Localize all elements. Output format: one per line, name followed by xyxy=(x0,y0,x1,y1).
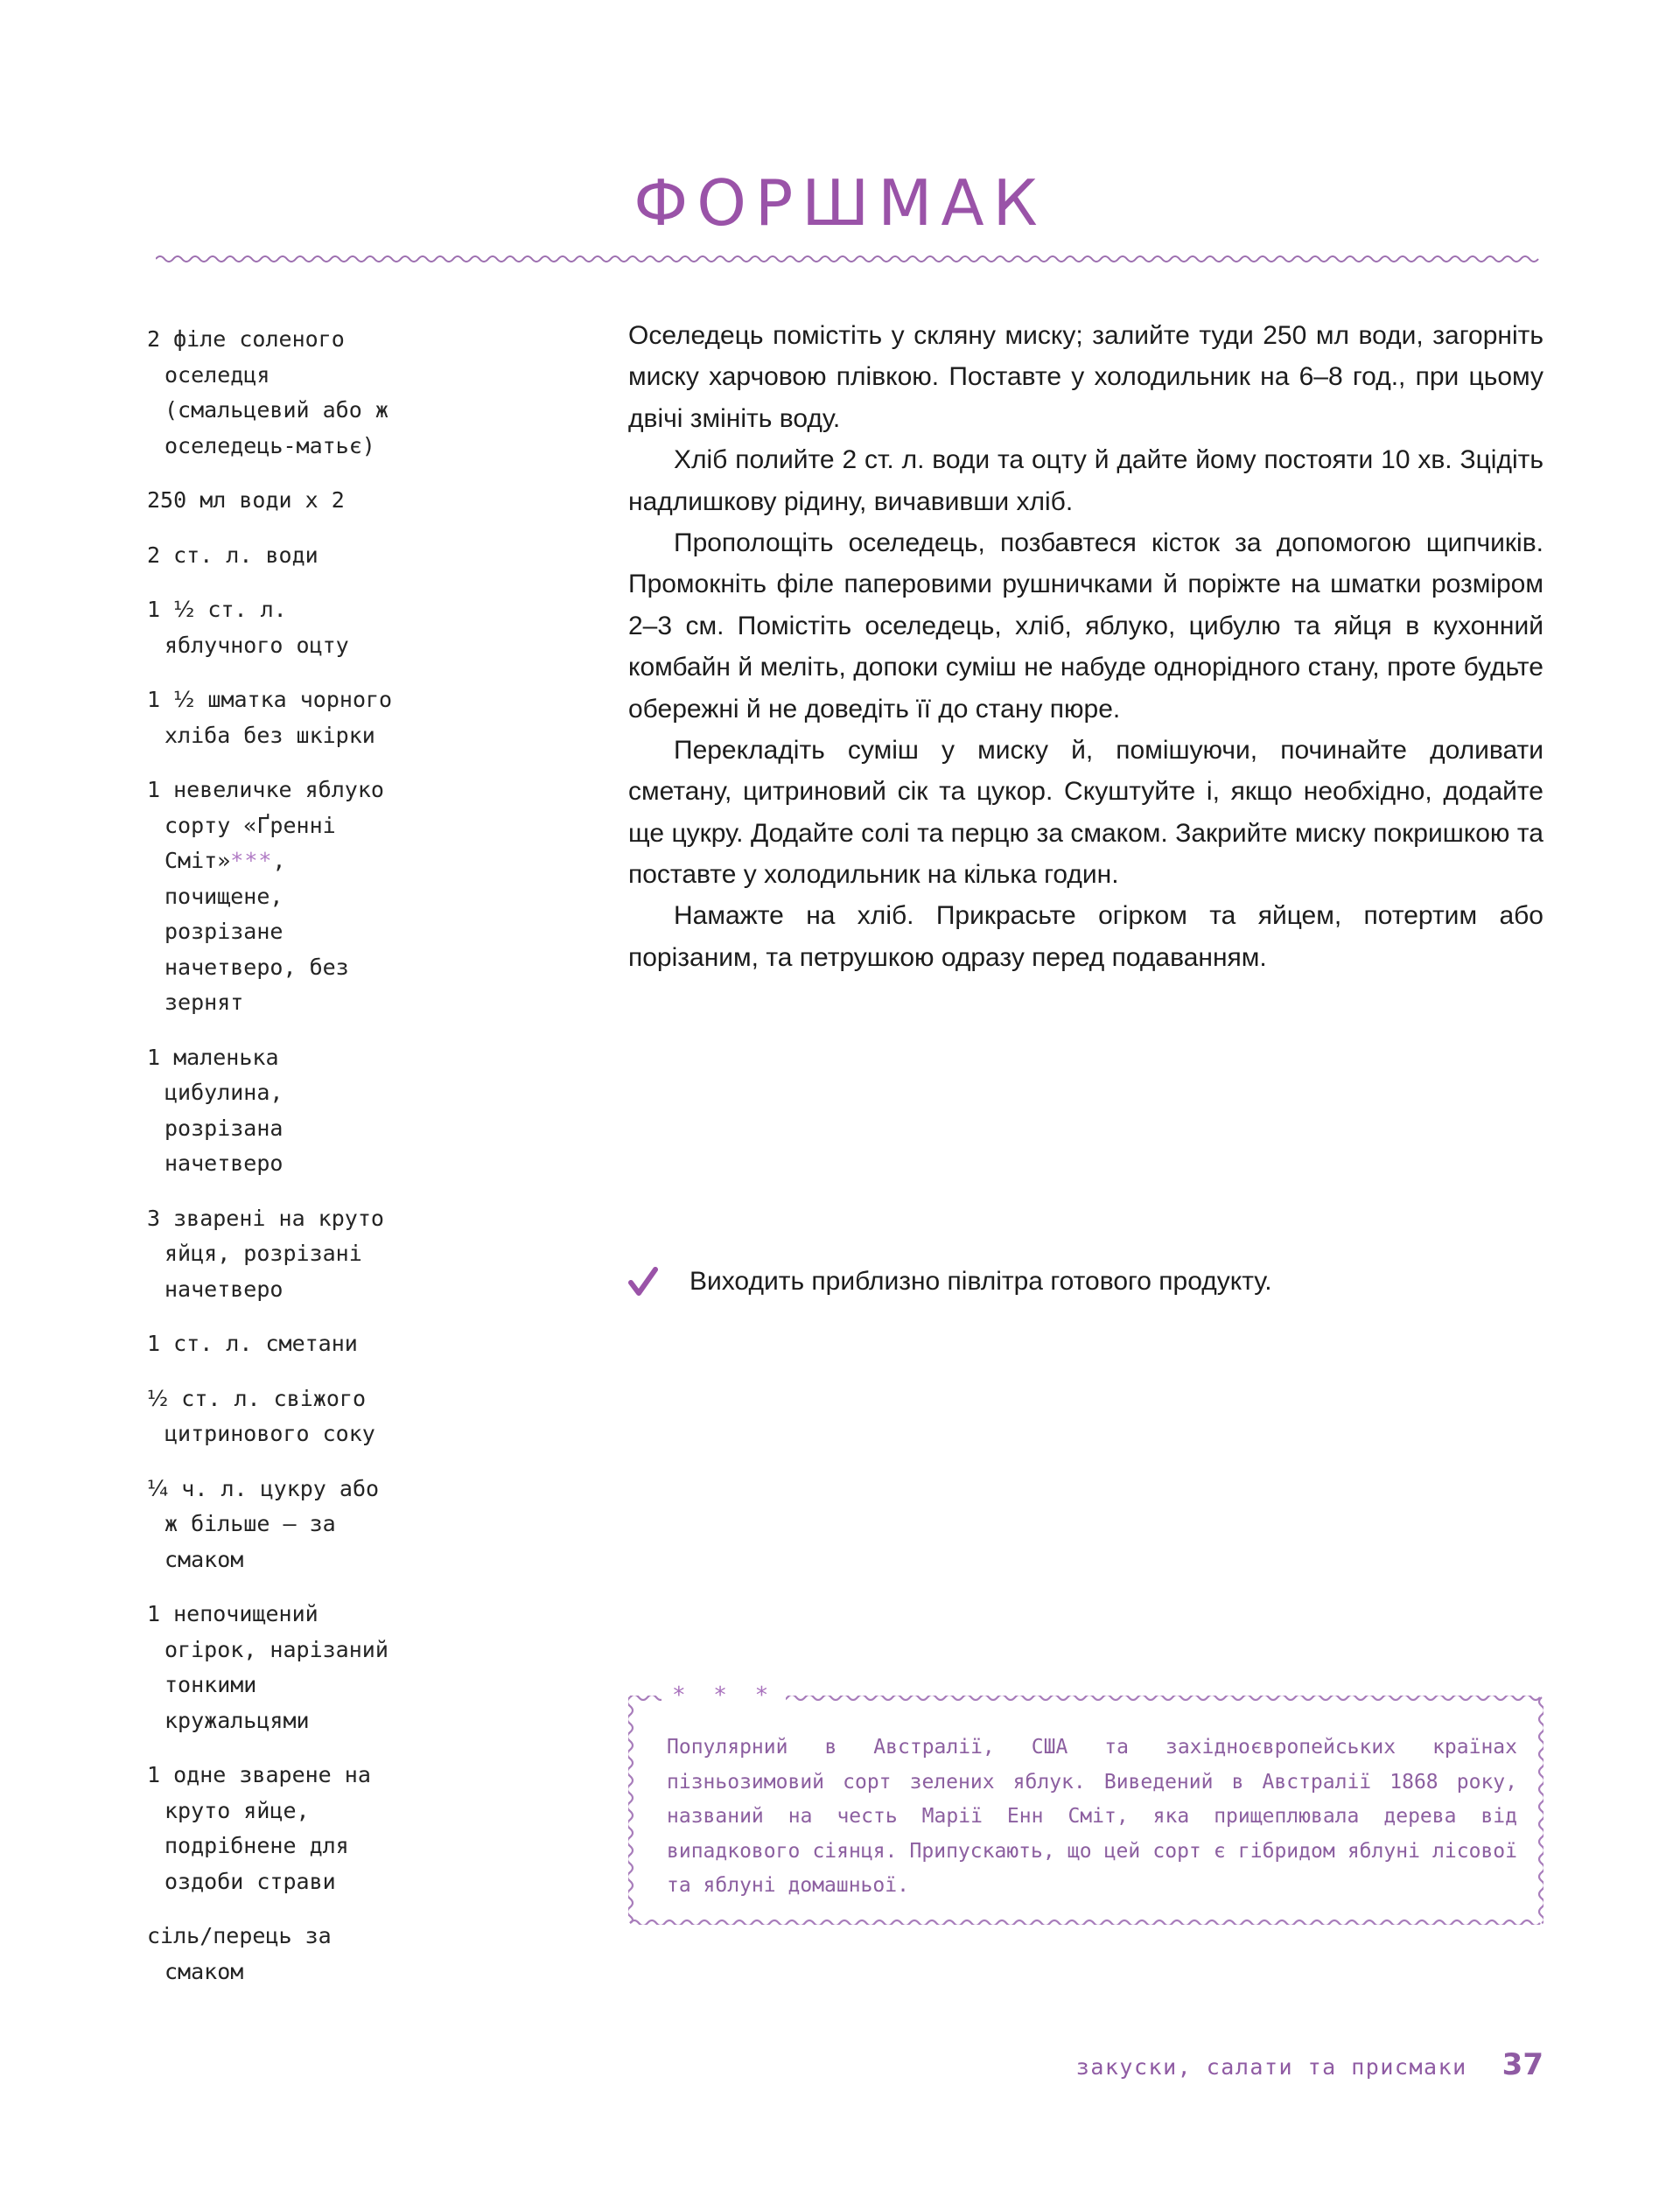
page-footer xyxy=(1076,2047,1544,2082)
list-item: 2 філе соленого оселедця (смальцевий або ж оселедець-матьє) xyxy=(147,326,388,458)
yield-note xyxy=(628,1262,1544,1301)
list-item: 1 ст. л. сметани xyxy=(147,1331,358,1356)
recipe-instructions xyxy=(628,315,1544,978)
list-item: 1 невеличке яблуко сорту «Ґренні Сміт»***, почищене, розрізане начетверо, без зернят xyxy=(147,777,384,1015)
recipe-paragraph: Хліб полийте 2 ст. л. води та оцту й дайте йому постояти 10 хв. Зцідіть надлишкову рідину, вичавивши хліб. xyxy=(628,445,1544,516)
footer-section-label: закуски, салати та присмаки xyxy=(1075,2054,1467,2080)
page-title: ФОРШМАК xyxy=(634,166,1046,241)
recipe-paragraph: Прополощіть оселедець, позбавтеся кісток за допомогою щипчиків. Промокніть філе паперовими рушничками й поріжте на шматки розміром 2–3 см. Помістіть оселедець, хліб, яблуко, цибулю та яйця в кухонний комбайн й меліть, допоки суміш не набуде однорідного стану, проте будьте обережні й не доведіть її до стану пюре. xyxy=(628,528,1544,724)
list-item: 1 маленька цибулина, розрізана начетверо xyxy=(147,1044,284,1176)
yield-note-text: Виходить приблизно півлітра готового продукту. xyxy=(690,1267,1272,1296)
ingredients-list xyxy=(147,322,401,1990)
recipe-paragraph: Оселедець помістіть у скляну миску; залийте туди 250 мл води, загорніть миску харчовою плівкою. Поставте у холодильник на 6–8 год., при цьому двічі змініть воду. xyxy=(628,321,1544,433)
list-item: 1 ½ ст. л. яблучного оцту xyxy=(147,597,349,658)
list-item: 1 одне зварене на круто яйце, подрібнене для оздоби страви xyxy=(147,1762,371,1894)
check-icon xyxy=(628,1267,658,1300)
list-item: 3 зварені на круто яйця, розрізані начетверо xyxy=(147,1205,384,1302)
footnote-box xyxy=(628,1682,1544,1925)
list-item: 250 мл води х 2 xyxy=(147,487,345,513)
list-item: 1 непочищений огірок, нарізаний тонкими кружальцями xyxy=(147,1601,388,1733)
list-item: сіль/перець за смаком xyxy=(147,1923,332,1984)
footnote-text: Популярний в Австралії, США та західноєвропейських країнах пізньозимовий сорт зелених яблук. Виведений в Австралії 1868 року, названий на честь Марії Енн Сміт, яка прищеплювала дерева від випадкового сіянця. Припускають, що цей сорт є гібридом яблуні лісової та яблуні домашньої. xyxy=(667,1736,1517,1898)
list-item: ½ ст. л. свіжого цитринового соку xyxy=(147,1385,375,1446)
list-item: 1 ½ шматка чорного хліба без шкірки xyxy=(147,687,393,748)
list-item: ¼ ч. л. цукру або ж більше – за смаком xyxy=(147,1475,380,1572)
footnote-stars: * * * xyxy=(662,1684,786,1707)
recipe-paragraph: Перекладіть суміш у миску й, помішуючи, починайте доливати сметану, цитриновий сік та цукор. Скуштуйте і, якщо необхідно, додайте ще цукру. Додайте солі та перцю за смаком. Закрийте миску покришкою та поставте у холодильник на кілька годин. xyxy=(628,735,1544,890)
page-number: 37 xyxy=(1502,2047,1544,2082)
wavy-divider xyxy=(156,252,1544,266)
list-item: 2 ст. л. води xyxy=(147,542,318,568)
footnote-marker: *** xyxy=(230,848,273,873)
recipe-paragraph: Намажте на хліб. Прикрасьте огірком та яйцем, потертим або порізаним, та петрушкою одразу перед подаванням. xyxy=(628,901,1544,972)
